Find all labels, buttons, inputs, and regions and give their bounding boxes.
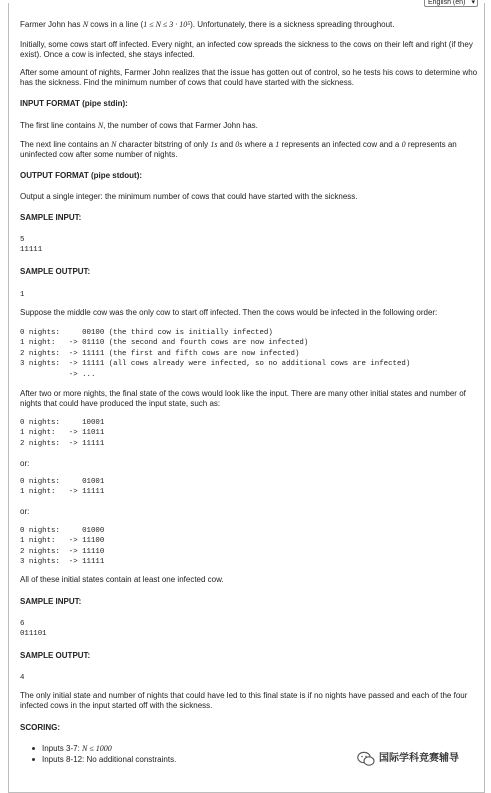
input-format-line-2: The next line contains an N character bitstring of only 1s and 0s where a 1 represents an infected cow and a 0 represents an: [20, 140, 457, 149]
sample-input-heading-1: SAMPLE INPUT:: [20, 213, 82, 222]
sample-input-1-line-2: 11111: [20, 246, 43, 254]
wechat-icon: [357, 751, 375, 767]
infection-order-line: 3 nights: -> 11111 (all cows already were infected, so no additional cows are infected): [20, 360, 411, 368]
infection-order-line: 1 night: -> 01110 (the second and fourth cows are now infected): [20, 339, 309, 347]
alt-state-line: 2 nights: -> 11110: [20, 548, 105, 556]
language-select-value: English (en): [428, 0, 466, 6]
sample-input-1-line-1: 5: [20, 236, 25, 244]
output-format-heading: OUTPUT FORMAT (pipe stdout):: [20, 171, 143, 180]
or-label: or:: [20, 507, 30, 516]
sample-input-heading-2: SAMPLE INPUT:: [20, 597, 82, 606]
sample-output-heading-1: SAMPLE OUTPUT:: [20, 267, 91, 276]
bullet-icon: [32, 747, 35, 750]
input-format-line-1: The first line contains N, the number of cows that Farmer John has.: [20, 121, 258, 130]
alt-state-line: 0 nights: 10001: [20, 419, 105, 427]
alt-state-line: 2 nights: -> 11111: [20, 440, 105, 448]
alt-state-line: 0 nights: 01001: [20, 478, 105, 486]
infection-order-line: 0 nights: 00100 (the third cow is initially infected): [20, 329, 273, 337]
alt-state-line: 1 night: -> 11011: [20, 429, 105, 437]
scoring-heading: SCORING:: [20, 723, 60, 732]
input-format-heading: INPUT FORMAT (pipe stdin):: [20, 99, 128, 108]
chevron-down-icon: ▾: [471, 0, 475, 6]
output-format-text: Output a single integer: the minimum number of cows that could have started with the sickness.: [20, 192, 358, 201]
intro-paragraph-2-cont: exist). Once a cow is infected, she stays infected.: [20, 50, 195, 59]
language-select[interactable]: [424, 0, 478, 7]
sample-output-2-value: 4: [20, 674, 25, 682]
alt-state-line: 3 nights: -> 11111: [20, 558, 105, 566]
sample-output-heading-2: SAMPLE OUTPUT:: [20, 651, 91, 660]
scoring-item-1: Inputs 3-7: N ≤ 1000: [42, 744, 112, 753]
alt-state-line: 1 night: -> 11100: [20, 537, 105, 545]
intro-paragraph-3: After some amount of nights, Farmer John realizes that the issue has gotten out of control, so he tests his cows to determine who: [20, 68, 478, 77]
intro-paragraph-2: Initially, some cows start off infected. Every night, an infected cow spreads the sickness to the cows on their left and right (if they: [20, 40, 473, 49]
sample-2-explanation-cont: infected cows in the input started off with the sickness.: [20, 701, 213, 710]
sample-1-explanation-3: All of these initial states contain at least one infected cow.: [20, 575, 224, 584]
input-format-line-2-cont: uninfected cow after some number of nights.: [20, 150, 178, 159]
sample-input-2-line-2: 011101: [20, 630, 47, 638]
bullet-icon: [32, 758, 35, 761]
sample-1-explanation-2: After two or more nights, the final state of the cows would look like the input. There are many other initial states and number of: [20, 389, 466, 398]
intro-paragraph-1: Farmer John has N cows in a line (1 ≤ N ≤ 3 · 10⁵). Unfortunately, there is a sickness spreading throughout.: [20, 20, 395, 29]
alt-state-line: 0 nights: 01000: [20, 527, 105, 535]
alt-state-line: 1 night: -> 11111: [20, 488, 105, 496]
or-label: or:: [20, 459, 30, 468]
scoring-item-2: Inputs 8-12: No additional constraints.: [42, 755, 177, 764]
intro-paragraph-3-cont: has the sickness. Find the minimum number of cows that could have started with the sickness.: [20, 78, 354, 87]
sample-output-1-value: 1: [20, 291, 25, 299]
sample-1-explanation-1: Suppose the middle cow was the only cow to start off infected. Then the cows would be infected in the following order:: [20, 308, 438, 317]
infection-order-line: 2 nights: -> 11111 (the first and fifth cows are now infected): [20, 350, 300, 358]
sample-input-2-line-1: 6: [20, 620, 25, 628]
sample-2-explanation: The only initial state and number of nights that could have led to this final state is if no nights have passed and each of the four: [20, 691, 468, 700]
watermark-text: 国际学科竞赛辅导: [379, 753, 459, 764]
sample-1-explanation-2-cont: nights that could have produced the input state, such as:: [20, 399, 221, 408]
infection-order-line: -> ...: [20, 371, 96, 379]
watermark: [357, 749, 487, 769]
